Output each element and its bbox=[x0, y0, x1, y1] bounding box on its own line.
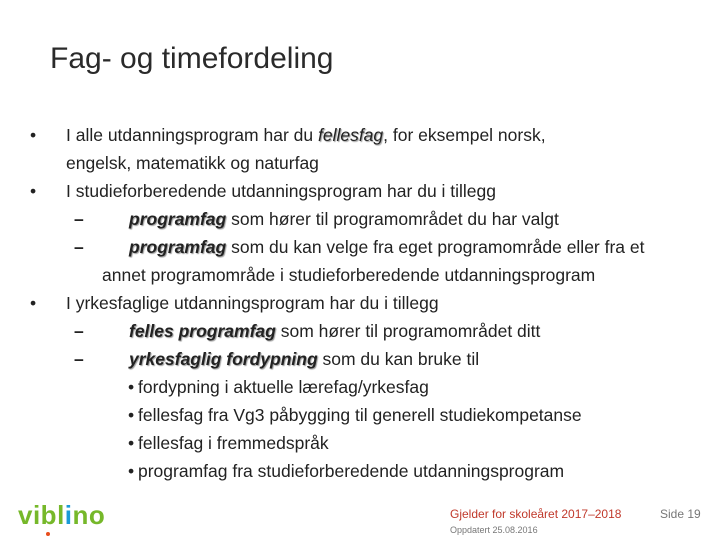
sub-bullet-item bbox=[30, 205, 710, 233]
item-emphasis: felles programfag bbox=[129, 321, 276, 341]
footer-updated: Oppdatert 25.08.2016 bbox=[450, 525, 538, 535]
slide-title: Fag- og timefordeling bbox=[50, 42, 334, 75]
item-text: annet programområde i studieforberedende utdanningsprogram bbox=[102, 265, 596, 285]
bullet-item bbox=[30, 177, 710, 205]
bullet-marker: • bbox=[30, 293, 37, 313]
sub-sub-bullet-item bbox=[30, 401, 710, 429]
footer-validity: Gjelder for skoleåret 2017–2018 bbox=[450, 507, 622, 521]
sub-sub-bullet-item bbox=[30, 457, 710, 485]
vilbo-logo bbox=[18, 500, 105, 531]
sub-sub-bullet-item bbox=[30, 373, 710, 401]
item-text: fordypning i aktuelle lærefag/yrkesfag bbox=[138, 377, 429, 397]
dash-marker: – bbox=[74, 349, 84, 369]
sub-sub-bullet-item bbox=[30, 429, 710, 457]
dash-marker: – bbox=[74, 237, 84, 257]
logo-dot-icon bbox=[46, 532, 50, 536]
item-text: som hører til programområdet ditt bbox=[275, 321, 541, 341]
bullet-item bbox=[30, 121, 710, 149]
item-emphasis: yrkesfaglig fordypning bbox=[129, 349, 318, 369]
dash-marker: – bbox=[74, 321, 84, 341]
sub-bullet-continuation bbox=[30, 261, 710, 289]
item-text: I alle utdanningsprogram har du bbox=[66, 125, 318, 145]
item-emphasis: programfag bbox=[129, 209, 227, 229]
sub-bullet-item bbox=[30, 317, 710, 345]
logo-part: no bbox=[72, 500, 106, 530]
bullet-marker: • bbox=[128, 405, 135, 425]
item-emphasis: programfag bbox=[129, 237, 227, 257]
bullet-marker: • bbox=[128, 461, 135, 481]
item-text: som du kan bruke til bbox=[317, 349, 480, 369]
bullet-marker: • bbox=[30, 125, 37, 145]
bullet-marker: • bbox=[30, 181, 37, 201]
item-text: I yrkesfaglige utdanningsprogram har du i tillegg bbox=[66, 293, 439, 313]
page-number: Side 19 bbox=[660, 507, 701, 521]
item-text: , for eksempel norsk, bbox=[383, 125, 546, 145]
bullet-marker: • bbox=[128, 433, 135, 453]
item-text: som hører til programområdet du har valgt bbox=[226, 209, 559, 229]
bullet-continuation bbox=[30, 149, 710, 177]
item-text: I studieforberedende utdanningsprogram har du i tillegg bbox=[66, 181, 497, 201]
bullet-marker: • bbox=[128, 377, 135, 397]
item-text: fellesfag i fremmedspråk bbox=[138, 433, 329, 453]
sub-bullet-item bbox=[30, 345, 710, 373]
item-text: engelsk, matematikk og naturfag bbox=[66, 153, 319, 173]
item-emphasis: fellesfag bbox=[317, 125, 384, 145]
sub-bullet-item bbox=[30, 233, 710, 261]
dash-marker: – bbox=[74, 209, 84, 229]
logo-part: i bbox=[64, 500, 73, 530]
logo-part: vibl bbox=[18, 500, 65, 530]
item-text: som du kan velge fra eget programområde eller fra et bbox=[226, 237, 645, 257]
item-text: programfag fra studieforberedende utdanningsprogram bbox=[138, 461, 565, 481]
bullet-item bbox=[30, 289, 710, 317]
item-text: fellesfag fra Vg3 påbygging til generell studiekompetanse bbox=[138, 405, 582, 425]
slide-content bbox=[30, 121, 710, 485]
